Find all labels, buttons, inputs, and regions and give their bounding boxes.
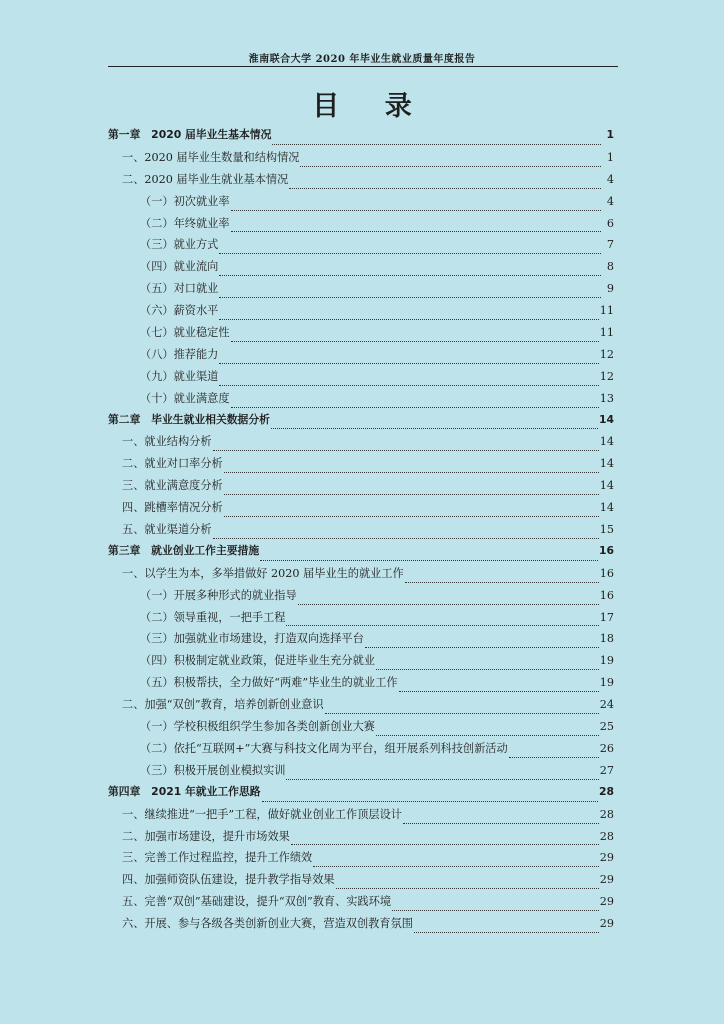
toc-chapter-entry[interactable]	[108, 127, 614, 149]
toc-entry[interactable]	[108, 499, 614, 521]
toc-entry-title: 第一章 2020 届毕业生基本情况	[108, 128, 272, 141]
toc-entry[interactable]	[108, 193, 614, 215]
toc-page-number: 1	[606, 150, 614, 164]
toc-entry-title: （二）领导重视，一把手工程	[140, 610, 286, 624]
toc-entry[interactable]	[108, 455, 614, 477]
toc-chapter-entry[interactable]	[108, 412, 614, 434]
toc-entry-title: 二、加强市场建设，提升市场效果	[122, 829, 290, 843]
toc-page-number: 27	[599, 763, 614, 777]
toc-entry-title: （二）依托“互联网+”大赛与科技文化周为平台，组开展系列科技创新活动	[140, 741, 508, 755]
table-of-contents	[108, 127, 614, 937]
toc-page-number: 28	[599, 829, 614, 843]
toc-entry-title: 六、开展、参与各级各类创新创业大赛，营造双创教育氛围	[122, 917, 413, 931]
toc-page-number: 12	[599, 347, 614, 361]
toc-page-number: 29	[599, 851, 614, 865]
toc-page-number: 14	[599, 479, 614, 493]
toc-entry-title: （三）加强就业市场建设，打造双向选择平台	[140, 632, 364, 646]
toc-entry[interactable]	[108, 280, 614, 302]
toc-entry[interactable]	[108, 915, 614, 937]
toc-leader-dots	[286, 624, 598, 626]
toc-entry-title: （六）薪资水平	[140, 304, 219, 318]
toc-leader-dots	[213, 449, 599, 451]
toc-page-number: 16	[599, 588, 614, 602]
toc-page-number: 29	[599, 917, 614, 931]
toc-page-number: 7	[606, 238, 614, 252]
toc-entry[interactable]	[108, 696, 614, 718]
toc-entry-title: 一、就业结构分析	[122, 435, 212, 449]
toc-entry[interactable]	[108, 587, 614, 609]
toc-page-number: 29	[599, 895, 614, 909]
toc-page-number: 29	[599, 873, 614, 887]
toc-entry-title: （一）开展多种形式的就业指导	[140, 588, 297, 602]
toc-entry-title: （三）就业方式	[140, 238, 219, 252]
toc-entry[interactable]	[108, 718, 614, 740]
toc-entry-title: 一、2020 届毕业生数量和结构情况	[122, 150, 300, 164]
toc-entry-title: 一、以学生为本，多举措做好 2020 届毕业生的就业工作	[122, 566, 404, 580]
toc-entry-title: （二）年终就业率	[140, 216, 230, 230]
running-header: 淮南联合大学 2020 年毕业生就业质量年度报告	[248, 54, 476, 65]
toc-page-number: 26	[599, 741, 614, 755]
toc-leader-dots	[224, 493, 599, 495]
toc-page-number: 13	[599, 391, 614, 405]
toc-page-number: 11	[599, 304, 614, 318]
toc-entry[interactable]	[108, 806, 614, 828]
toc-entry-title: 二、就业对口率分析	[122, 457, 223, 471]
toc-entry[interactable]	[108, 521, 614, 543]
toc-entry[interactable]	[108, 674, 614, 696]
toc-entry-title: 一、继续推进“一把手”工程，做好就业创业工作顶层设计	[122, 807, 402, 821]
toc-entry[interactable]	[108, 740, 614, 762]
toc-entry[interactable]	[108, 762, 614, 784]
toc-entry-title: （四）积极制定就业政策，促进毕业生充分就业	[140, 654, 375, 668]
toc-leader-dots	[298, 603, 599, 605]
toc-entry[interactable]	[108, 346, 614, 368]
toc-leader-dots	[272, 143, 601, 145]
toc-entry[interactable]	[108, 324, 614, 346]
toc-entry[interactable]	[108, 828, 614, 850]
toc-entry-title: 二、2020 届毕业生就业基本情况	[122, 172, 289, 186]
toc-entry-title: （十）就业满意度	[140, 391, 230, 405]
toc-page-number: 9	[606, 282, 614, 296]
toc-entry[interactable]	[108, 236, 614, 258]
toc-leader-dots	[219, 296, 601, 298]
toc-chapter-entry[interactable]	[108, 784, 614, 806]
toc-entry[interactable]	[108, 477, 614, 499]
toc-leader-dots	[405, 581, 599, 583]
toc-leader-dots	[260, 559, 598, 561]
toc-entry-title: 二、加强“双创”教育，培养创新创业意识	[122, 698, 324, 712]
toc-leader-dots	[289, 187, 601, 189]
toc-entry[interactable]	[108, 215, 614, 237]
toc-entry-title: 四、加强师资队伍建设，提升教学指导效果	[122, 873, 335, 887]
toc-leader-dots	[231, 230, 601, 232]
toc-leader-dots	[231, 340, 599, 342]
toc-entry[interactable]	[108, 302, 614, 324]
toc-page-number: 14	[599, 457, 614, 471]
toc-leader-dots	[376, 734, 599, 736]
toc-page-number: 16	[598, 543, 614, 557]
toc-page-number: 19	[599, 676, 614, 690]
toc-page-number: 11	[599, 326, 614, 340]
toc-entry[interactable]	[108, 368, 614, 390]
toc-leader-dots	[271, 427, 598, 429]
toc-leader-dots	[376, 668, 599, 670]
toc-leader-dots	[219, 318, 598, 320]
toc-page-number: 25	[599, 720, 614, 734]
toc-leader-dots	[365, 646, 599, 648]
toc-entry[interactable]	[108, 149, 614, 171]
toc-leader-dots	[231, 406, 599, 408]
toc-page-number: 4	[606, 194, 614, 208]
toc-leader-dots	[392, 909, 599, 911]
toc-entry[interactable]	[108, 893, 614, 915]
toc-entry-title: （一）初次就业率	[140, 194, 230, 208]
toc-page-number: 8	[606, 260, 614, 274]
toc-page-number: 6	[606, 216, 614, 230]
toc-entry[interactable]	[108, 652, 614, 674]
toc-leader-dots	[224, 515, 599, 517]
toc-entry[interactable]	[108, 171, 614, 193]
toc-leader-dots	[219, 384, 598, 386]
toc-entry-title: 第二章 毕业生就业相关数据分析	[108, 412, 270, 426]
toc-entry[interactable]	[108, 390, 614, 412]
toc-entry-title: 五、完善“双创”基础建设，提升“双创”教育、实践环境	[122, 895, 392, 909]
header-rule	[108, 66, 618, 67]
toc-title: 目 录	[312, 91, 430, 122]
toc-entry[interactable]	[108, 609, 614, 631]
toc-leader-dots	[509, 756, 599, 758]
toc-entry-title: （五）对口就业	[140, 282, 219, 296]
toc-page-number: 18	[599, 632, 614, 646]
toc-page-number: 14	[599, 501, 614, 515]
toc-entry-title: （三）积极开展创业模拟实训	[140, 763, 286, 777]
toc-entry-title: 第三章 就业创业工作主要措施	[108, 543, 260, 557]
toc-leader-dots	[219, 252, 601, 254]
toc-entry-title: 五、就业渠道分析	[122, 523, 212, 537]
toc-leader-dots	[262, 800, 598, 802]
toc-leader-dots	[286, 778, 598, 780]
toc-entry-title: （七）就业稳定性	[140, 326, 230, 340]
toc-page-number: 14	[599, 435, 614, 449]
toc-entry[interactable]	[108, 871, 614, 893]
toc-entry-title: （一）学校积极组织学生参加各类创新创业大赛	[140, 720, 375, 734]
toc-page-number: 14	[598, 412, 614, 426]
toc-leader-dots	[224, 471, 599, 473]
toc-entry-title: 三、完善工作过程监控，提升工作绩效	[122, 851, 313, 865]
toc-entry[interactable]	[108, 849, 614, 871]
toc-page-number: 19	[599, 654, 614, 668]
toc-entry[interactable]	[108, 630, 614, 652]
toc-page-number: 1	[606, 128, 614, 141]
toc-entry-title: 第四章 2021 年就业工作思路	[108, 784, 261, 798]
toc-chapter-entry[interactable]	[108, 543, 614, 565]
toc-leader-dots	[219, 274, 601, 276]
toc-entry-title: （九）就业渠道	[140, 369, 219, 383]
toc-leader-dots	[231, 209, 601, 211]
toc-entry-title: （五）积极帮扶，全力做好“两难”毕业生的就业工作	[140, 676, 398, 690]
toc-page-number: 24	[599, 698, 614, 712]
toc-entry-title: （八）推荐能力	[140, 347, 219, 361]
toc-page-number: 15	[599, 523, 614, 537]
toc-leader-dots	[414, 931, 599, 933]
toc-page-number: 16	[599, 566, 614, 580]
toc-entry[interactable]	[108, 565, 614, 587]
toc-leader-dots	[219, 362, 598, 364]
toc-leader-dots	[291, 843, 599, 845]
toc-page-number: 4	[606, 172, 614, 186]
toc-page-number: 28	[599, 807, 614, 821]
toc-leader-dots	[313, 865, 599, 867]
toc-entry-title: 四、跳槽率情况分析	[122, 501, 223, 515]
toc-entry[interactable]	[108, 433, 614, 455]
toc-leader-dots	[213, 537, 599, 539]
toc-leader-dots	[325, 712, 599, 714]
toc-entry[interactable]	[108, 258, 614, 280]
toc-page-number: 28	[598, 784, 614, 798]
toc-leader-dots	[403, 822, 599, 824]
toc-entry-title: 三、就业满意度分析	[122, 479, 223, 493]
toc-leader-dots	[300, 165, 601, 167]
toc-page-number: 17	[599, 610, 614, 624]
toc-entry-title: （四）就业流向	[140, 260, 219, 274]
toc-page-number: 12	[599, 369, 614, 383]
toc-leader-dots	[336, 887, 599, 889]
toc-leader-dots	[399, 690, 599, 692]
